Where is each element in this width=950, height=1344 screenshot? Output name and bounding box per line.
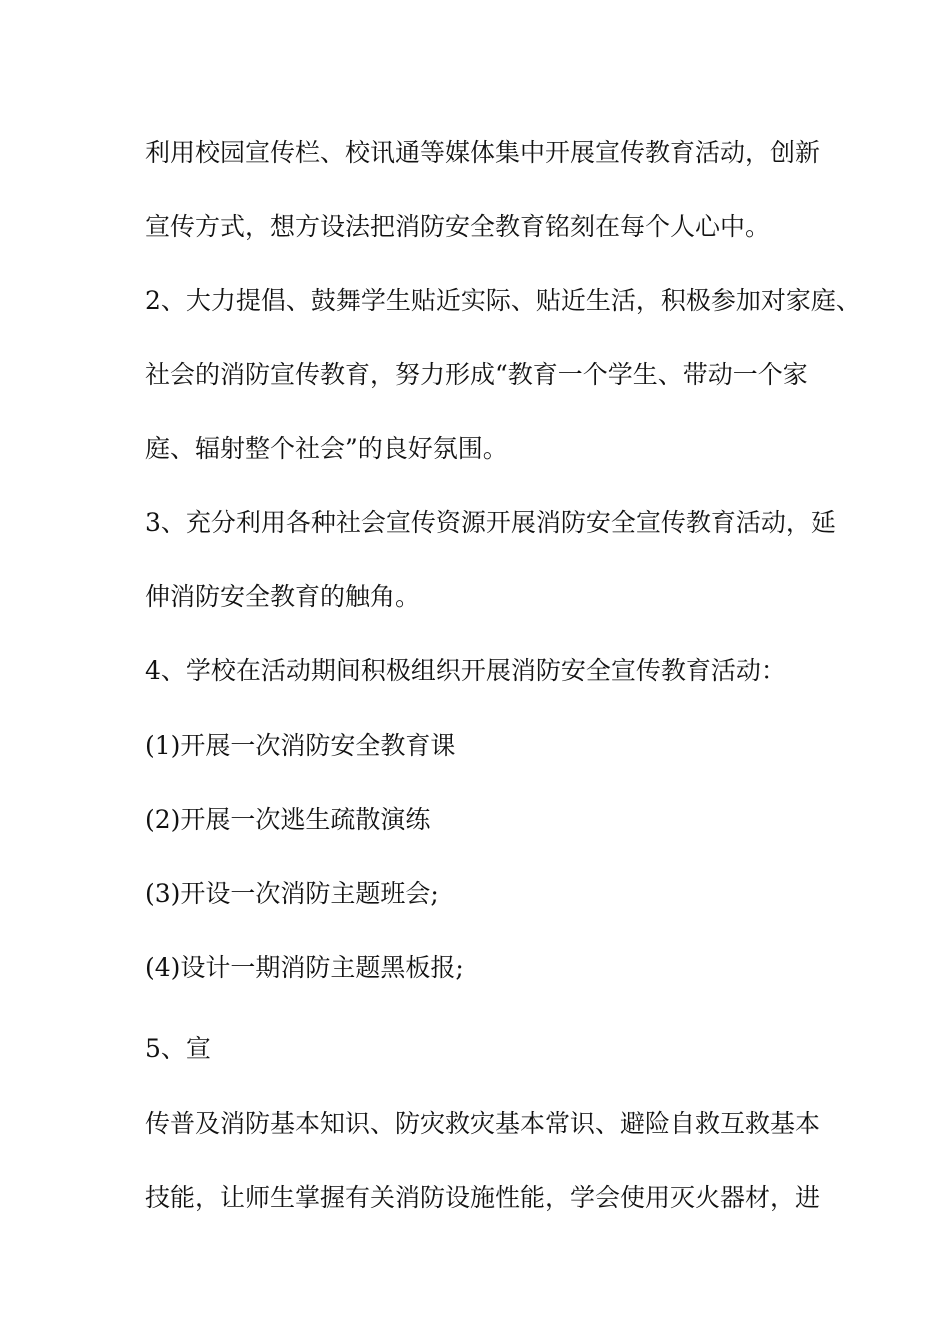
text-line: 伸消防安全教育的触角。 [145,582,421,611]
list-item: (2)开展一次逃生疏散演练 [145,805,431,834]
text-line: 技能，让师生掌握有关消防设施性能，学会使用灭火器材，进 [145,1183,821,1212]
text-line: 3、充分利用各种社会宣传资源开展消防安全宣传教育活动，延 [145,508,836,537]
text-line: 庭、辐射整个社会”的良好氛围。 [145,434,508,463]
text-line: 利用校园宣传栏、校讯通等媒体集中开展宣传教育活动，创新 [145,138,821,167]
list-item: (3)开设一次消防主题班会; [145,879,439,908]
text-line: 4、学校在活动期间积极组织开展消防安全宣传教育活动： [145,656,786,685]
list-item: (1)开展一次消防安全教育课 [145,731,456,760]
text-line: 社会的消防宣传教育，努力形成“教育一个学生、带动一个家 [145,360,808,389]
text-line: 宣传方式，想方设法把消防安全教育铭刻在每个人心中。 [145,212,771,241]
list-item: (4)设计一期消防主题黑板报; [145,953,464,982]
text-line: 5、宣 [145,1034,211,1063]
text-line: 传普及消防基本知识、防灾救灾基本常识、避险自救互救基本 [145,1109,821,1138]
text-line: 2、大力提倡、鼓舞学生贴近实际、贴近生活，积极参加对家庭、 [145,286,861,315]
